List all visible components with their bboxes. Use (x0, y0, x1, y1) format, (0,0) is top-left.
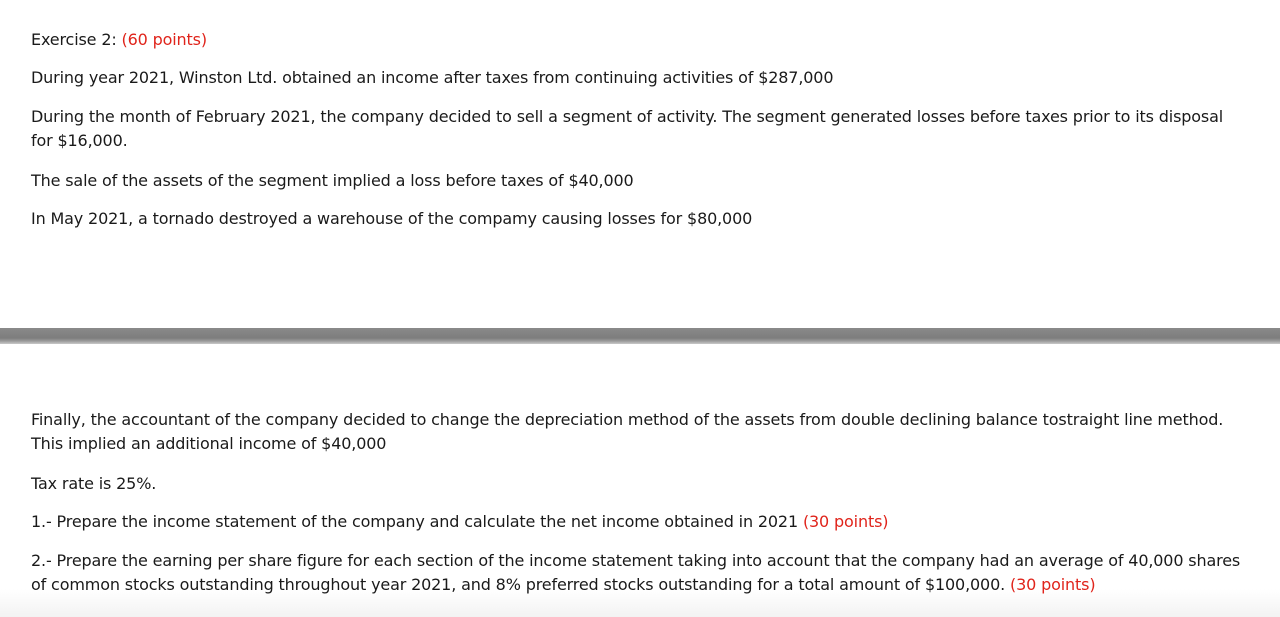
page-break-divider (0, 328, 1280, 344)
question-2-text: 2.- Prepare the earning per share figure for each section of the income statement taking into account that the company had an average of 40,000 shares of common stocks outstanding throughout year 2021, and 8% preferred stocks outstanding for a total amount of $100,000. (31, 551, 1241, 594)
paragraph-segment-sale: During the month of February 2021, the company decided to sell a segment of activity. The segment generated losses before taxes prior to its disposal for $16,000. (31, 107, 1224, 150)
paragraph-tax-rate: Tax rate is 25%. (31, 474, 157, 493)
exercise-title: Exercise 2: (31, 30, 117, 49)
question-2-points: (30 points) (1009, 575, 1096, 594)
document-page-bottom (0, 344, 1280, 617)
paragraph-asset-sale-loss: The sale of the assets of the segment implied a loss before taxes of $40,000 (31, 171, 634, 190)
question-1 (31, 510, 1246, 534)
question-2 (31, 549, 1246, 597)
paragraph-depreciation-change: Finally, the accountant of the company decided to change the depreciation method of the assets from double declining balance tostraight line method. This implied an additional income of $40,000 (31, 410, 1224, 453)
paragraph-income-continuing: During year 2021, Winston Ltd. obtained an income after taxes from continuing activities of $287,000 (31, 68, 834, 87)
question-1-text: 1.- Prepare the income statement of the company and calculate the net income obtained in 2021 (31, 512, 798, 531)
paragraph-tornado-loss: In May 2021, a tornado destroyed a warehouse of the compamy causing losses for $80,000 (31, 209, 753, 228)
question-1-points: (30 points) (802, 512, 889, 531)
exercise-points: (60 points) (121, 30, 207, 49)
exercise-heading (31, 28, 1246, 52)
